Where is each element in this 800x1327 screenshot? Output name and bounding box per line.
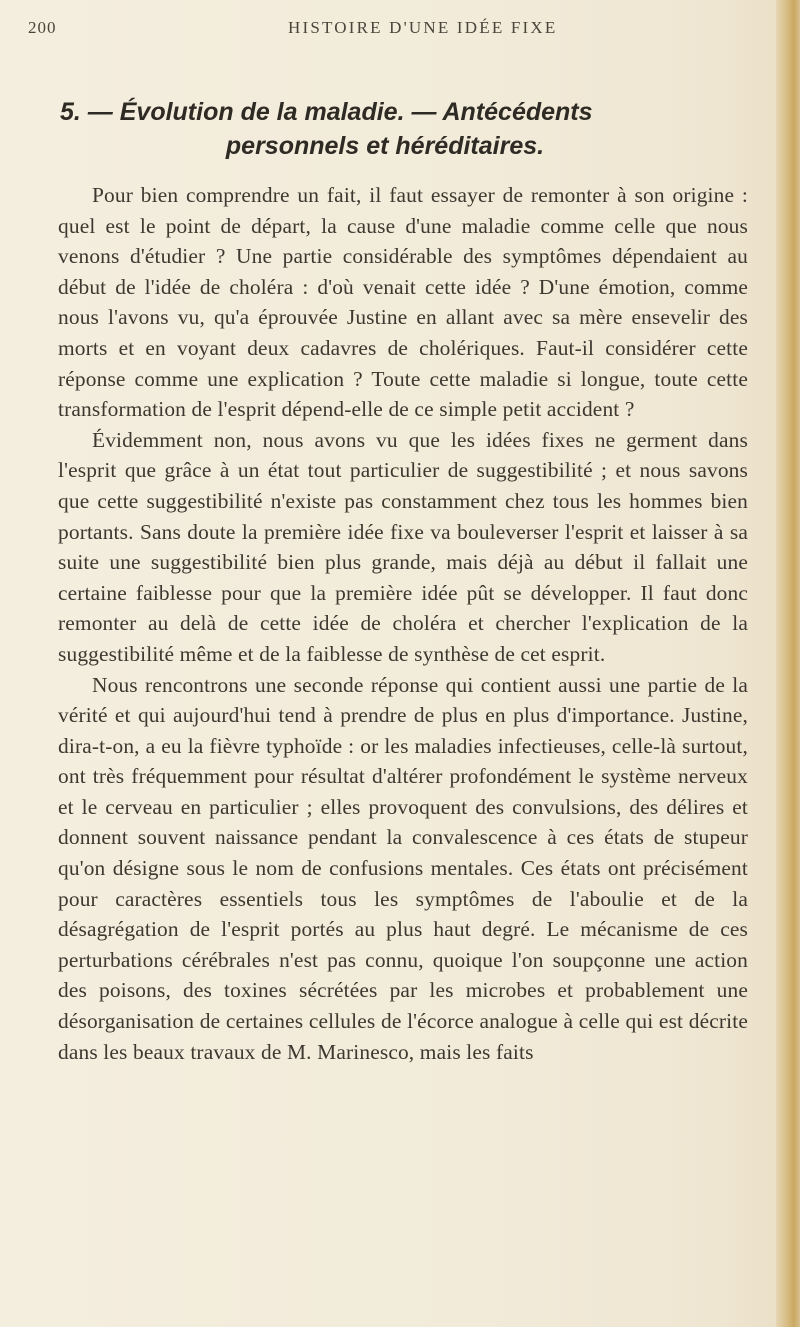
body-text bbox=[58, 180, 748, 1067]
section-heading bbox=[40, 95, 760, 163]
section-heading-line-2: personnels et héréditaires. bbox=[225, 132, 545, 160]
paragraph-3: Nous rencontrons une seconde réponse qui contient aussi une partie de la vérité et qui aujourd'hui tend à prendre de plus en plus d'importance. Justine, dira-t-on, a eu la fièvre typhoïde : or les maladies infectieuses, celle-là surtout, ont très fréquemment pour résultat d'altérer profondément le système nerveux et le cerveau en particulier ; elles provoquent des convulsions, des délires et donnent souvent naissance pendant la convalescence à ces états de stupeur qu'on désigne sous le nom de confusions mentales. Ces états ont précisément pour caractères essentiels tous les symptômes de l'aboulie et de la désagrégation de l'esprit portés au plus haut degré. Le mécanisme de ces perturbations cérébrales n'est pas connu, quoique l'on soupçonne une action des poisons, des toxines sécrétées par les microbes et probablement une désorganisation de certaines cellules de l'écorce analogue à celle qui est décrite dans les beaux travaux de M. Marinesco, mais les faits bbox=[58, 672, 748, 1064]
page-number: 200 bbox=[28, 18, 57, 37]
running-head bbox=[0, 18, 800, 46]
paragraph-1: Pour bien comprendre un fait, il faut essayer de remonter à son origine : quel est le point de départ, la cause d'une maladie comme celle que nous venons d'étudier ? Une partie considérable des symptômes dépendaient au début de l'idée de choléra : d'où venait cette idée ? D'une émotion, comme nous l'avons vu, qu'a éprouvée Justine en allant avec sa mère ensevelir des morts et en voyant deux cadavres de cholériques. Faut-il considérer cette réponse comme une explication ? Toute cette maladie si longue, toute cette transformation de l'esprit dépend-elle de ce simple petit accident ? bbox=[58, 183, 748, 422]
page-edge-shadow bbox=[776, 0, 800, 1327]
paragraph-2: Évidemment non, nous avons vu que les idées fixes ne germent dans l'esprit que grâce à un état tout particulier de suggestibilité ; et nous savons que cette suggestibilité n'existe pas constamment chez tous les hommes bien portants. Sans doute la première idée fixe va bouleverser l'esprit et laisser à sa suite une suggestibilité bien plus grande, mais déjà au début il fallait une certaine faiblesse pour que la première idée pût se développer. Il faut donc remonter au delà de cette idée de choléra et chercher l'explication de la suggestibilité même et de la faiblesse de synthèse de cet esprit. bbox=[58, 427, 748, 666]
section-heading-line-1: 5. — Évolution de la maladie. — Antécédents bbox=[60, 98, 593, 126]
running-title: HISTOIRE D'UNE IDÉE FIXE bbox=[288, 18, 558, 37]
